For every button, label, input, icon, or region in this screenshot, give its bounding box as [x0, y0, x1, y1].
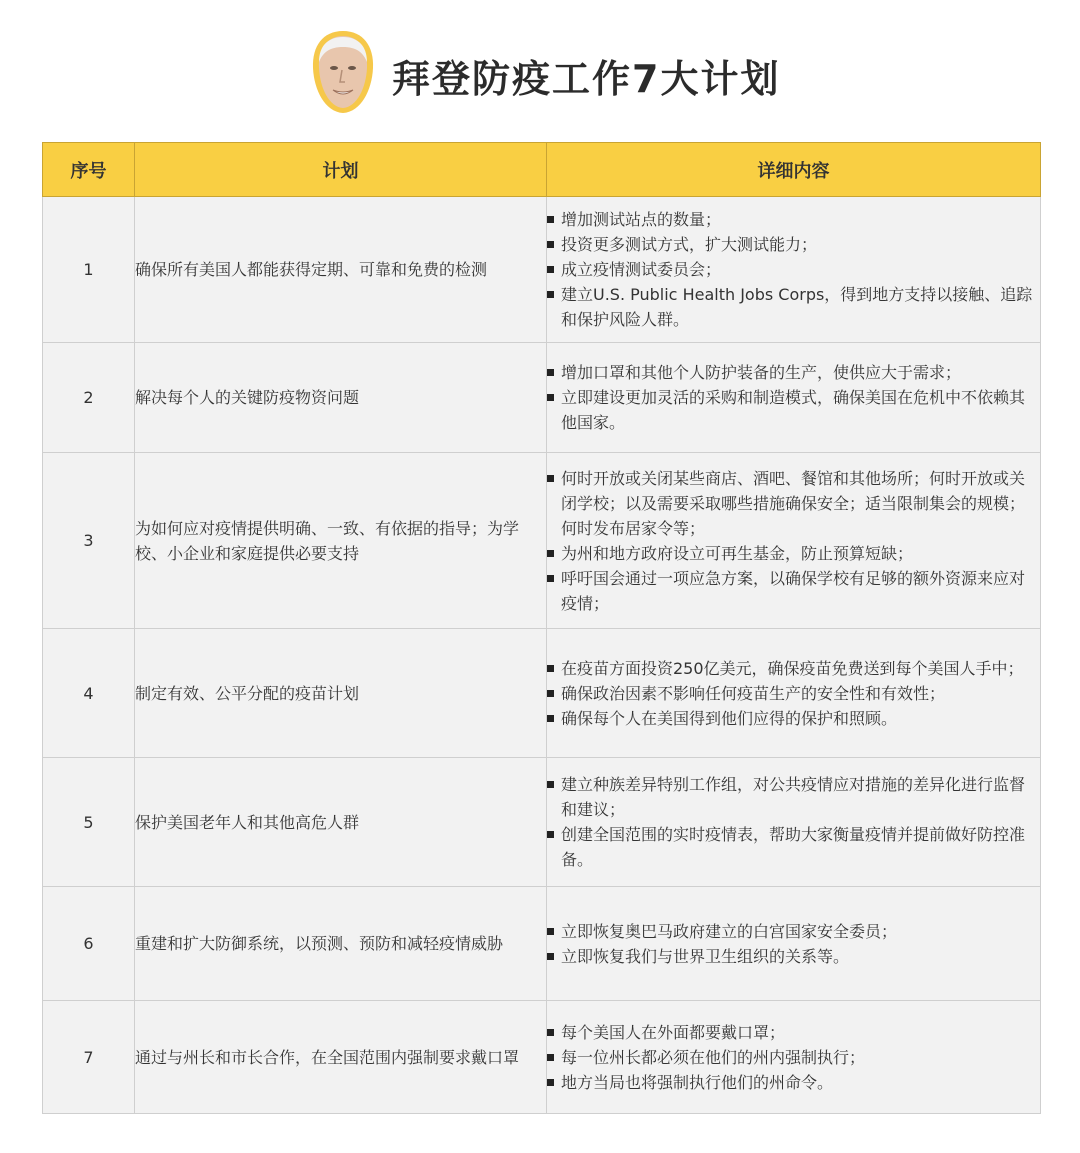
row-plan: 为如何应对疫情提供明确、一致、有依据的指导；为学校、小企业和家庭提供必要支持: [135, 453, 547, 629]
detail-item: [547, 919, 1040, 944]
detail-text: 投资更多测试方式，扩大测试能力；: [561, 235, 818, 254]
row-plan: 通过与州长和市长合作，在全国范围内强制要求戴口罩: [135, 1001, 547, 1114]
row-number: 2: [43, 343, 135, 453]
detail-item: [547, 541, 1040, 566]
detail-text: 建立种族差异特别工作组，对公共疫情应对措施的差异化进行监督和建议；: [561, 775, 1026, 819]
detail-text: 创建全国范围的实时疫情表，帮助大家衡量疫情并提前做好防控准备。: [561, 825, 1026, 869]
table-row: [43, 887, 1041, 1001]
row-details: [547, 343, 1041, 453]
square-bullet-icon: [547, 291, 554, 298]
row-details: [547, 197, 1041, 343]
detail-text: 确保每个人在美国得到他们应得的保护和照顾。: [561, 708, 898, 728]
square-bullet-icon: [547, 781, 554, 788]
detail-item: [547, 1020, 1040, 1045]
detail-text: 在疫苗方面投资250亿美元，确保疫苗免费送到每个美国人手中；: [561, 658, 1024, 678]
detail-text: 呼吁国会通过一项应急方案，以确保学校有足够的额外资源来应对疫情；: [561, 568, 1026, 613]
table-row: [43, 197, 1041, 343]
detail-item: [547, 772, 1040, 822]
detail-item: [547, 385, 1040, 435]
row-details: [547, 758, 1041, 887]
row-details: [547, 887, 1041, 1001]
header-details: 详细内容: [547, 143, 1041, 197]
row-number: 5: [43, 758, 135, 887]
detail-item: [547, 681, 1040, 706]
detail-item: [547, 282, 1040, 332]
plan-table: [42, 142, 1041, 1114]
detail-item: [547, 232, 1040, 257]
detail-item: [547, 257, 1040, 282]
detail-text: 地方当局也将强制执行他们的州命令。: [561, 1072, 834, 1092]
detail-text: 建立U.S. Public Health Jobs Corps，得到地方支持以接触、追踪和保护风险人群。: [561, 285, 1033, 329]
detail-item: [547, 1070, 1040, 1095]
table-row: [43, 453, 1041, 629]
detail-text: 立即恢复奥巴马政府建立的白宫国家安全委员；: [561, 921, 898, 941]
detail-text: 成立疫情测试委员会；: [561, 260, 722, 279]
header-number: 序号: [43, 143, 135, 197]
detail-item: [547, 466, 1040, 541]
table-row: [43, 758, 1041, 887]
page-header: [0, 0, 1080, 140]
table-row: [43, 629, 1041, 758]
square-bullet-icon: [547, 1054, 554, 1061]
biden-portrait-avatar: [308, 28, 378, 116]
square-bullet-icon: [547, 831, 554, 838]
page-title: 拜登防疫工作7大计划: [392, 57, 781, 101]
detail-item: [547, 207, 1040, 232]
square-bullet-icon: [547, 953, 554, 960]
table-row: [43, 1001, 1041, 1114]
detail-text: 立即恢复我们与世界卫生组织的关系等。: [561, 946, 850, 966]
table-header-row: [43, 143, 1041, 197]
row-plan: 解决每个人的关键防疫物资问题: [135, 343, 547, 453]
row-number: 4: [43, 629, 135, 758]
detail-item: [547, 566, 1040, 616]
square-bullet-icon: [547, 1029, 554, 1036]
detail-text: 每一位州长都必须在他们的州内强制执行；: [561, 1047, 866, 1067]
detail-text: 增加测试站点的数量；: [561, 210, 722, 229]
square-bullet-icon: [547, 394, 554, 401]
detail-text: 何时开放或关闭某些商店、酒吧、餐馆和其他场所；何时开放或关闭学校；以及需要采取哪些措施确保安全；适当限制集会的规模；何时发布居家令等；: [561, 468, 1026, 538]
row-plan: 重建和扩大防御系统，以预测、预防和减轻疫情威胁: [135, 887, 547, 1001]
row-details: [547, 453, 1041, 629]
row-details: [547, 1001, 1041, 1114]
detail-item: [547, 706, 1040, 731]
row-plan: 确保所有美国人都能获得定期、可靠和免费的检测: [135, 197, 547, 343]
detail-text: 增加口罩和其他个人防护装备的生产，使供应大于需求；: [561, 363, 962, 382]
square-bullet-icon: [547, 369, 554, 376]
square-bullet-icon: [547, 715, 554, 722]
square-bullet-icon: [547, 266, 554, 273]
square-bullet-icon: [547, 216, 554, 223]
row-number: 6: [43, 887, 135, 1001]
square-bullet-icon: [547, 1079, 554, 1086]
detail-text: 为州和地方政府设立可再生基金，防止预算短缺；: [561, 543, 914, 563]
detail-item: [547, 656, 1040, 681]
row-plan: 制定有效、公平分配的疫苗计划: [135, 629, 547, 758]
square-bullet-icon: [547, 241, 554, 248]
row-number: 7: [43, 1001, 135, 1114]
detail-text: 每个美国人在外面都要戴口罩；: [561, 1022, 786, 1042]
row-number: 3: [43, 453, 135, 629]
table-row: [43, 343, 1041, 453]
detail-item: [547, 822, 1040, 872]
detail-item: [547, 944, 1040, 969]
detail-item: [547, 1045, 1040, 1070]
square-bullet-icon: [547, 575, 554, 582]
square-bullet-icon: [547, 475, 554, 482]
detail-item: [547, 360, 1040, 385]
row-plan: 保护美国老年人和其他高危人群: [135, 758, 547, 887]
detail-text: 立即建设更加灵活的采购和制造模式，确保美国在危机中不依赖其他国家。: [561, 388, 1026, 432]
row-details: [547, 629, 1041, 758]
square-bullet-icon: [547, 665, 554, 672]
square-bullet-icon: [547, 690, 554, 697]
row-number: 1: [43, 197, 135, 343]
header-plan: 计划: [135, 143, 547, 197]
square-bullet-icon: [547, 550, 554, 557]
detail-text: 确保政治因素不影响任何疫苗生产的安全性和有效性；: [561, 683, 946, 703]
square-bullet-icon: [547, 928, 554, 935]
